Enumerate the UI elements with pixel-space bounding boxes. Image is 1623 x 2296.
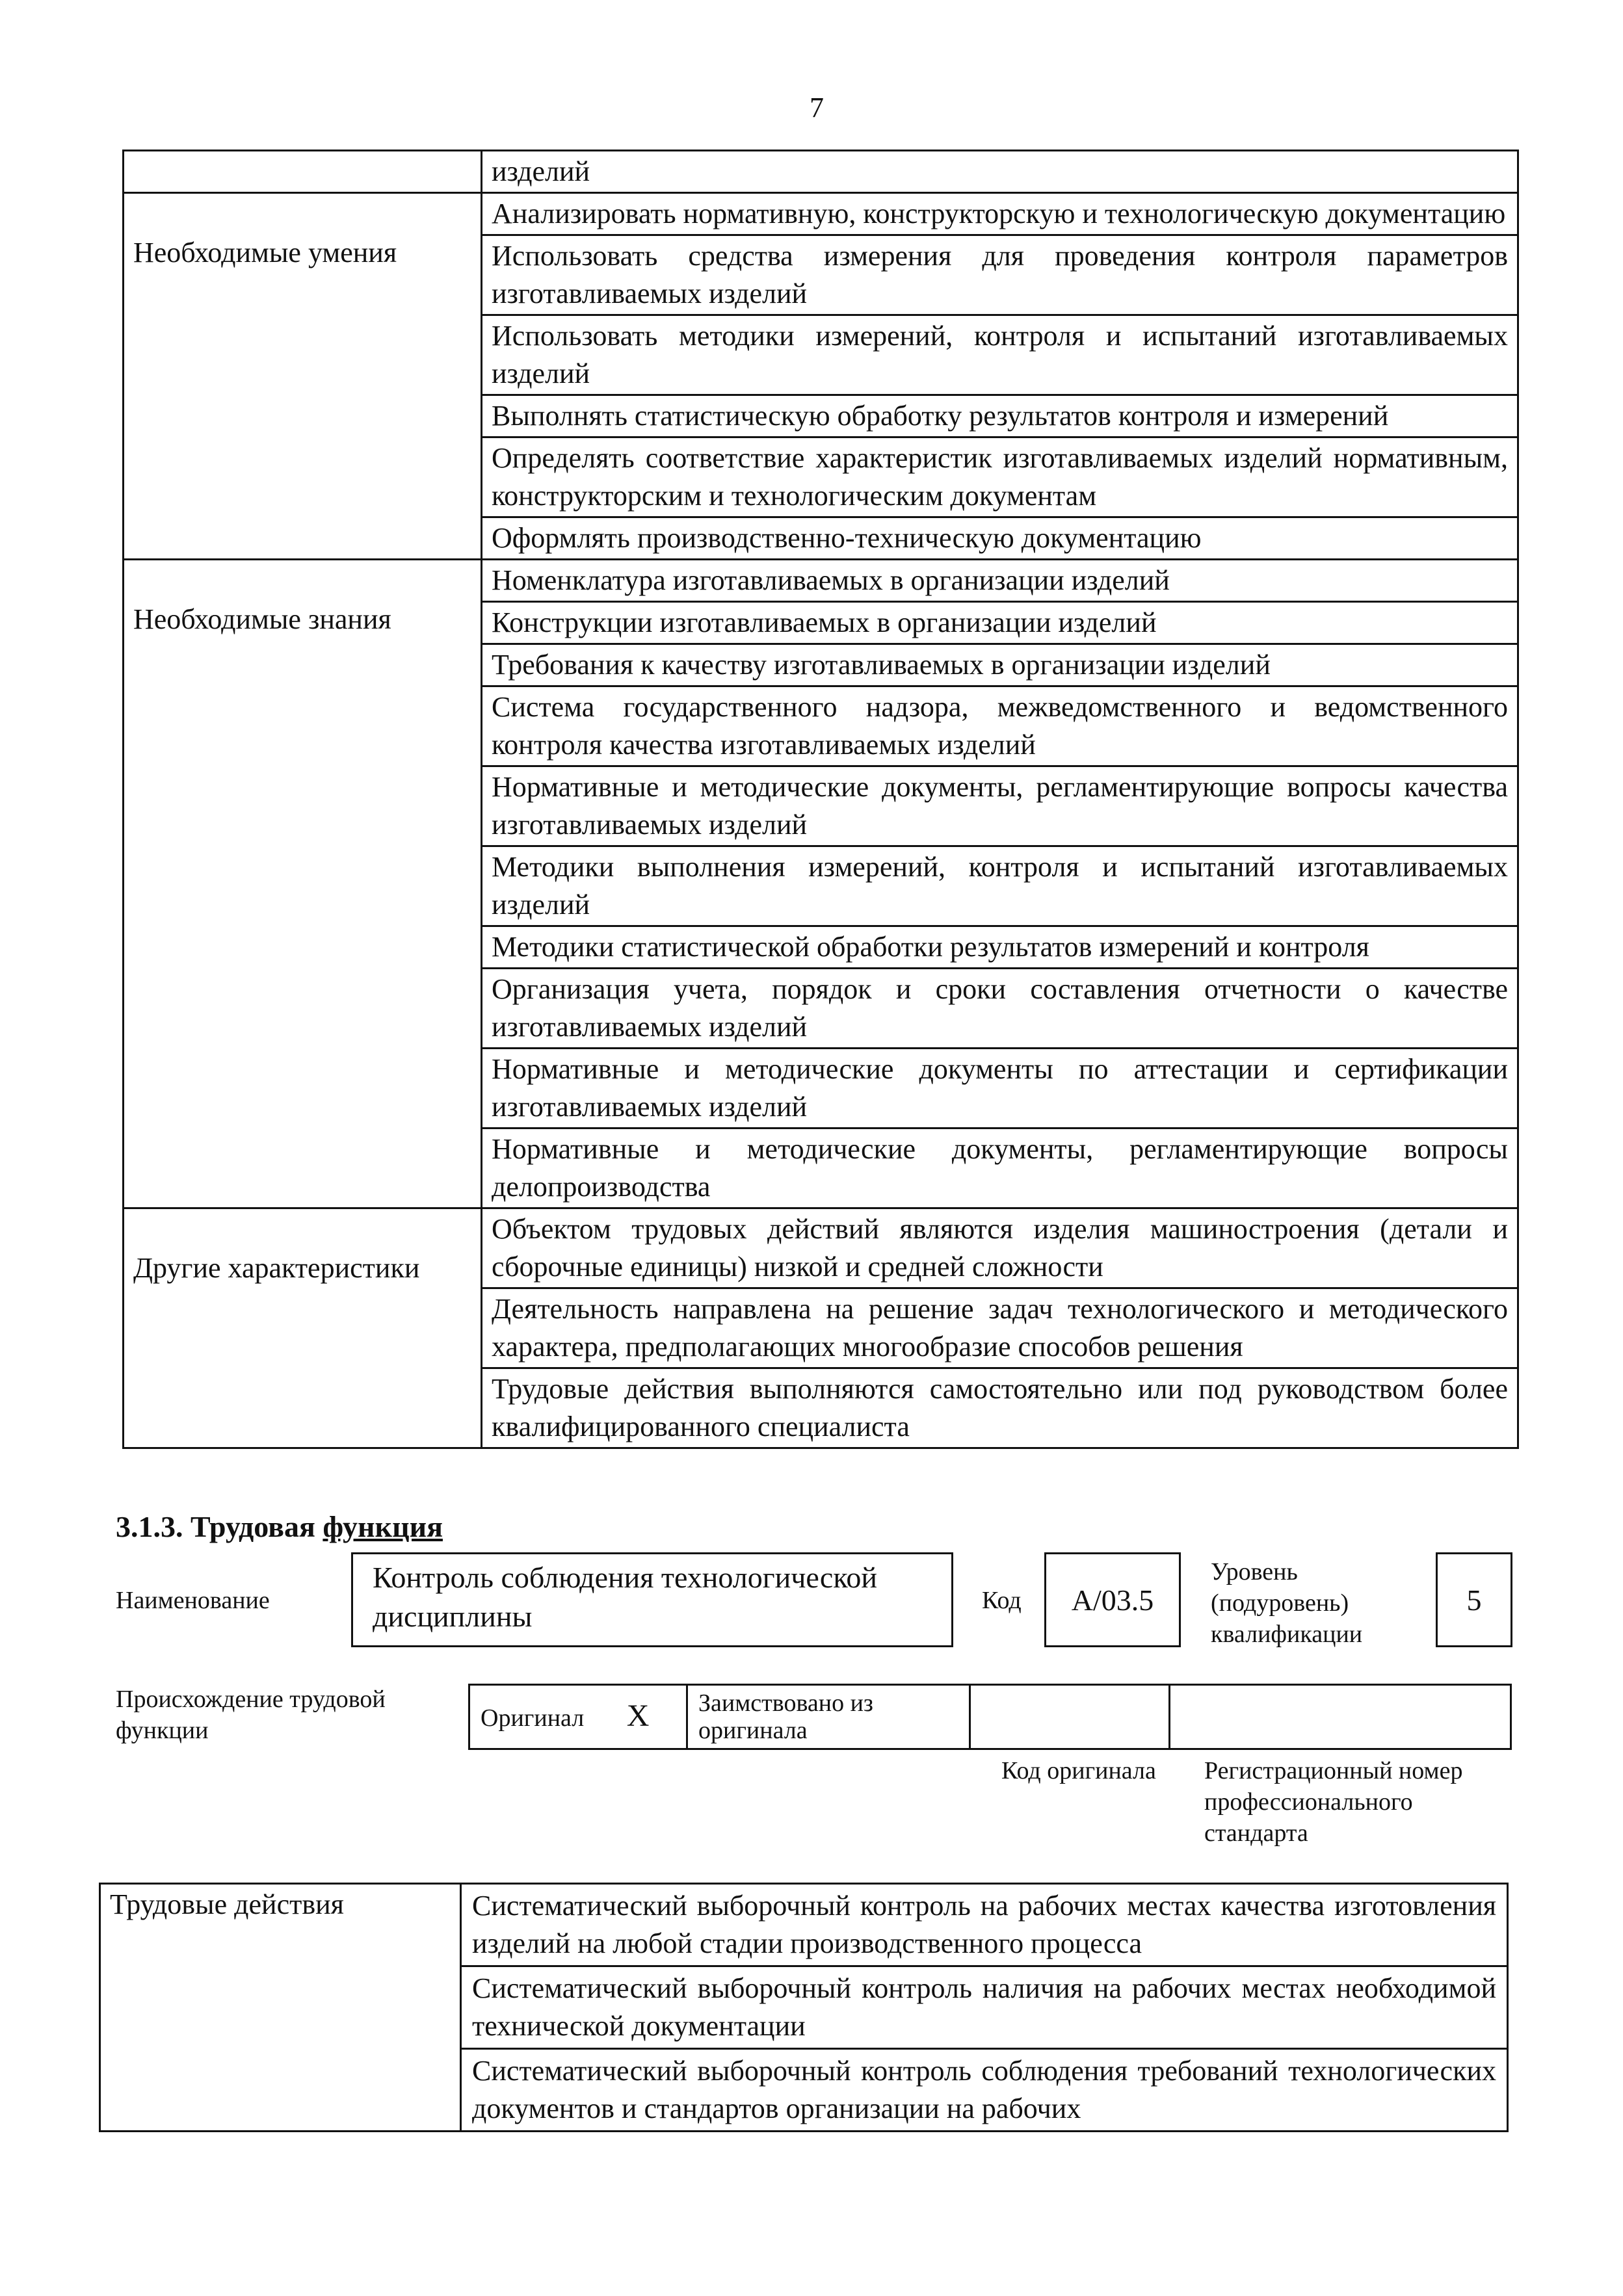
- code-value-box: A/03.5: [1044, 1552, 1181, 1647]
- section-title-text: 3.1.3. Трудовая: [116, 1510, 323, 1543]
- table-cell: Система государственного надзора, межведомственного и ведомственного контроля качества изготавливаемых изделий: [482, 686, 1518, 766]
- level-label-line-1: Уровень: [1211, 1558, 1298, 1585]
- table-cell: Организация учета, порядок и сроки составления отчетности о качестве изготавливаемых изделий: [482, 969, 1518, 1049]
- code-label: Код: [982, 1587, 1022, 1614]
- requirements-table: [122, 150, 1519, 1449]
- borrowed-cell: [687, 1685, 970, 1749]
- table-cell: Выполнять статистическую обработку результатов контроля и измерений: [482, 395, 1518, 437]
- level-value-box: 5: [1436, 1552, 1512, 1647]
- table-cell: Трудовые действия выполняются самостоятельно или под руководством более квалифицированного специалиста: [482, 1368, 1518, 1448]
- origin-label-line-1: Происхождение трудовой: [116, 1686, 386, 1713]
- table-row: [100, 1884, 1508, 1966]
- origin-row: [469, 1685, 1511, 1749]
- table-row: [124, 151, 1518, 193]
- section-title: [116, 1509, 443, 1544]
- original-cell: [469, 1685, 687, 1749]
- table-cell: Использовать методики измерений, контроля и испытаний изготавливаемых изделий: [482, 315, 1518, 395]
- row-label: Другие характеристики: [124, 1208, 482, 1448]
- table-cell: Конструкции изготавливаемых в организации изделий: [482, 602, 1518, 644]
- origin-label-line-2: функции: [116, 1717, 209, 1744]
- original-label: Оригинал: [481, 1704, 585, 1732]
- table-cell: Деятельность направлена на решение задач технологического и методического характера, предполагающих многообразие способов решения: [482, 1288, 1518, 1368]
- reg-number-caption: [1204, 1755, 1462, 1849]
- table-cell: Номенклатура изготавливаемых в организации изделий: [482, 560, 1518, 602]
- origin-table: [468, 1684, 1512, 1750]
- reg-number-cell: [1170, 1685, 1511, 1749]
- name-label: Наименование: [116, 1587, 270, 1614]
- table-cell: Анализировать нормативную, конструкторскую и технологическую документацию: [482, 193, 1518, 235]
- table-cell: Систематический выборочный контроль на рабочих местах качества изготовления изделий на любой стадии производственного процесса: [461, 1884, 1508, 1966]
- section-title-underlined: функция: [323, 1510, 443, 1543]
- labor-actions-table: [99, 1883, 1509, 2132]
- name-value-box: Контроль соблюдения технологической дисциплины: [351, 1552, 953, 1647]
- borrowed-label-line-2: оригинала: [698, 1717, 808, 1744]
- table-cell: изделий: [482, 151, 1518, 193]
- level-label-line-3: квалификации: [1211, 1621, 1363, 1648]
- table-cell: Методики выполнения измерений, контроля и испытаний изготавливаемых изделий: [482, 846, 1518, 926]
- reg-caption-line-1: Регистрационный номер: [1204, 1757, 1463, 1784]
- table-cell: Методики статистической обработки результатов измерений и контроля: [482, 926, 1518, 969]
- row-label: Трудовые действия: [100, 1884, 461, 2132]
- table-cell: Нормативные и методические документы, регламентирующие вопросы делопроизводства: [482, 1128, 1518, 1208]
- original-mark: X: [626, 1698, 650, 1733]
- table-row: [124, 1208, 1518, 1288]
- level-label: [1211, 1556, 1362, 1650]
- borrowed-label-line-1: Заимствовано из: [698, 1689, 873, 1717]
- table-row: [124, 560, 1518, 602]
- row-label: Необходимые умения: [124, 193, 482, 560]
- table-cell: Систематический выборочный контроль соблюдения требований технологических документов и стандартов организации на рабочих: [461, 2049, 1508, 2132]
- table-cell: Оформлять производственно-техническую документацию: [482, 517, 1518, 560]
- origin-label: [116, 1684, 386, 1746]
- table-cell: Требования к качеству изготавливаемых в организации изделий: [482, 644, 1518, 686]
- table-cell: Систематический выборочный контроль наличия на рабочих местах необходимой технической документации: [461, 1966, 1508, 2049]
- row-label: Необходимые знания: [124, 560, 482, 1208]
- row-label: [124, 151, 482, 193]
- level-label-line-2: (подуровень): [1211, 1589, 1349, 1617]
- page-number: 7: [810, 92, 824, 124]
- table-cell: Нормативные и методические документы, регламентирующие вопросы качества изготавливаемых изделий: [482, 766, 1518, 846]
- table-cell: Определять соответствие характеристик изготавливаемых изделий нормативным, конструкторским и технологическим документам: [482, 437, 1518, 517]
- reg-caption-line-2: профессионального: [1204, 1788, 1413, 1816]
- table-cell: Нормативные и методические документы по аттестации и сертификации изготавливаемых изделий: [482, 1049, 1518, 1128]
- table-row: [124, 193, 1518, 235]
- table-cell: Использовать средства измерения для проведения контроля параметров изготавливаемых изделий: [482, 235, 1518, 315]
- table-cell: Объектом трудовых действий являются изделия машиностроения (детали и сборочные единицы) низкой и средней сложности: [482, 1208, 1518, 1288]
- code-original-cell: [970, 1685, 1170, 1749]
- code-original-caption: Код оригинала: [1001, 1757, 1156, 1784]
- reg-caption-line-3: стандарта: [1204, 1820, 1308, 1847]
